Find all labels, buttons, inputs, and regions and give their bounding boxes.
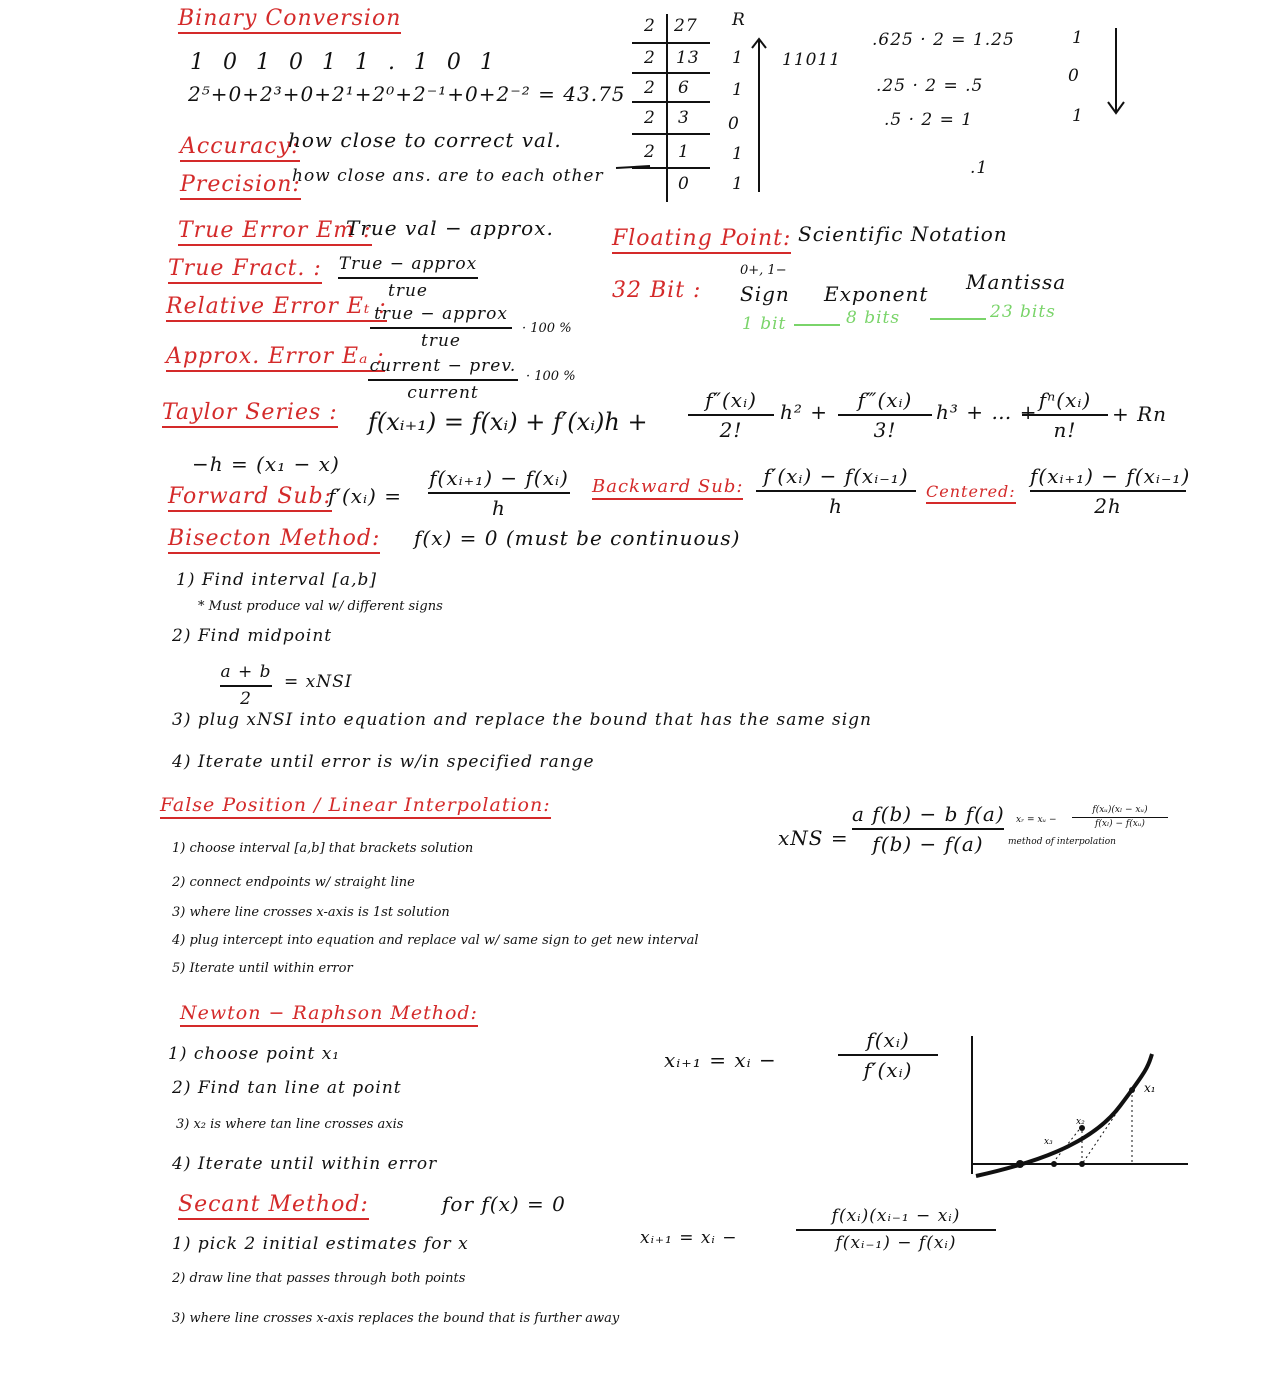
sign-field: Sign xyxy=(740,282,790,306)
alt-formula-note: method of interpolation xyxy=(1008,837,1116,847)
bisection-step: 3) plug xNSI into equation and replace the bound that has the same sign xyxy=(172,710,872,730)
fraction-bit: 1 xyxy=(1072,28,1084,48)
centered-formula: f(xᵢ₊₁) − f(xᵢ₋₁) 2h xyxy=(1030,464,1191,518)
taylor-term-3: f‴(xᵢ) 3! xyxy=(838,390,932,440)
false-position-step: 3) where line crosses x-axis is 1st solution xyxy=(172,905,450,920)
centered-label: Centered: xyxy=(926,484,1016,504)
taylor-lhs: f(xᵢ₊₁) = f(xᵢ) + f′(xᵢ)h + xyxy=(368,408,648,436)
midpoint-rhs: = xNSI xyxy=(284,672,353,692)
div-quotient: 27 xyxy=(674,16,698,36)
div-two: 2 xyxy=(644,78,656,98)
false-position-lhs: xNS = xyxy=(778,826,849,850)
floating-point-label: Floating Point: xyxy=(612,228,791,254)
exponent-field: Exponent xyxy=(824,282,929,306)
binary-heading: Binary Conversion xyxy=(178,8,401,34)
accuracy-label: Accuracy: xyxy=(180,136,300,162)
div-quotient: 0 xyxy=(678,174,690,194)
newton-step: 2) Find tan line at point xyxy=(172,1078,402,1098)
binary-digits: 1 0 1 0 1 1 . 1 0 1 xyxy=(190,50,500,75)
precision-text: how close ans. are to each other xyxy=(292,166,604,186)
newton-step: 4) Iterate until within error xyxy=(172,1154,438,1174)
forward-label: Forward Sub: xyxy=(168,486,332,512)
secant-label: Secant Method: xyxy=(178,1194,369,1220)
arrow-left-icon xyxy=(612,160,652,180)
relative-error-suffix: · 100 % xyxy=(522,321,572,336)
div-quotient: 1 xyxy=(678,142,690,162)
remainder: 1 xyxy=(732,80,744,100)
remainder: 1 xyxy=(732,144,744,164)
secant-formula: f(xᵢ)(xᵢ₋₁ − xᵢ) f(xᵢ₋₁) − f(xᵢ) xyxy=(796,1208,996,1252)
false-position-step: 1) choose interval [a,b] that brackets solution xyxy=(172,841,474,856)
backward-label: Backward Sub: xyxy=(592,478,743,500)
secant-step: 2) draw line that passes through both points xyxy=(172,1271,466,1286)
newton-label: Newton − Raphson Method: xyxy=(180,1004,478,1027)
bisection-text: f(x) = 0 (must be continuous) xyxy=(414,526,741,550)
precision-label: Precision: xyxy=(180,174,301,200)
remainder-header: R xyxy=(732,10,746,30)
forward-lhs: f′(xᵢ) = xyxy=(328,484,402,508)
graph-label-x2: x₂ xyxy=(1076,1117,1085,1127)
newton-formula: f(xᵢ) f′(xᵢ) xyxy=(838,1030,938,1080)
fraction-row: .5 · 2 = 1 xyxy=(884,110,974,130)
mantissa-field: Mantissa xyxy=(966,270,1067,294)
div-two: 2 xyxy=(644,48,656,68)
exponent-bits: 8 bits xyxy=(846,308,901,328)
bisection-step: 1) Find interval [a,b] xyxy=(176,570,377,590)
bit-label: 32 Bit : xyxy=(612,278,702,303)
taylor-remainder: + Rn xyxy=(1112,402,1168,426)
accuracy-text: how close to correct val. xyxy=(288,128,562,152)
secant-text: for f(x) = 0 xyxy=(442,1192,566,1216)
bisection-note: * Must produce val w/ different signs xyxy=(198,599,443,614)
bisection-label: Bisecton Method: xyxy=(168,528,380,554)
div-quotient: 13 xyxy=(676,48,700,68)
alt-formula-lhs: xᵣ = xᵤ − xyxy=(1016,815,1057,825)
graph-label-x3: x₃ xyxy=(1044,1137,1053,1147)
taylor-term-3-power: h³ + … + xyxy=(936,400,1038,424)
false-position-label: False Position / Linear Interpolation: xyxy=(160,796,551,819)
relative-error-label: Relative Error Eₜ : xyxy=(166,296,387,322)
alt-formula: f(xᵤ)(xₗ − xᵤ) f(xₗ) − f(xᵤ) xyxy=(1072,806,1168,829)
newton-formula-lhs: xᵢ₊₁ = xᵢ − xyxy=(664,1048,777,1072)
division-result: 11011 xyxy=(782,50,842,70)
fraction-bit: 0 xyxy=(1068,66,1080,86)
secant-step: 1) pick 2 initial estimates for x xyxy=(172,1234,469,1254)
bisection-step: 4) Iterate until error is w/in specified range xyxy=(172,752,595,772)
midpoint-formula: a + b 2 xyxy=(220,662,272,709)
relative-error-formula: true − approx true xyxy=(370,306,512,350)
arrow-up-icon xyxy=(749,36,769,196)
graph-label-x1: x₁ xyxy=(1144,1081,1156,1095)
backward-formula: f′(xᵢ) − f(xᵢ₋₁) h xyxy=(756,466,916,516)
newton-graph xyxy=(970,1036,1190,1176)
false-position-step: 4) plug intercept into equation and replace val w/ same sign to get new interval xyxy=(172,933,699,948)
forward-formula: f(xᵢ₊₁) − f(xᵢ) h xyxy=(429,466,569,520)
true-fract-label: True Fract. : xyxy=(168,258,322,284)
taylor-term-2: f″(xᵢ) 2! xyxy=(688,390,774,440)
arrow-down-icon xyxy=(1104,26,1128,118)
fraction-row: .625 · 2 = 1.25 xyxy=(872,30,1015,50)
div-two: 2 xyxy=(644,142,656,162)
remainder: 1 xyxy=(732,48,744,68)
true-error-label: True Error Eт : xyxy=(178,220,372,246)
approx-error-suffix: · 100 % xyxy=(526,369,576,384)
true-fract-formula: True − approx true xyxy=(338,254,478,301)
taylor-label: Taylor Series : xyxy=(162,402,338,428)
false-position-step: 5) Iterate until within error xyxy=(172,961,353,976)
div-quotient: 3 xyxy=(678,108,690,128)
binary-expansion: 2⁵+0+2³+0+2¹+2⁰+2⁻¹+0+2⁻² = 43.75 xyxy=(188,82,626,106)
secant-formula-lhs: xᵢ₊₁ = xᵢ − xyxy=(640,1228,738,1248)
approx-error-formula: current − prev. current xyxy=(369,356,517,403)
div-two: 2 xyxy=(644,108,656,128)
false-position-step: 2) connect endpoints w/ straight line xyxy=(172,875,415,890)
div-two: 2 xyxy=(644,16,656,36)
taylor-term-2-power: h² + xyxy=(780,400,829,424)
newton-step: 3) x₂ is where tan line crosses axis xyxy=(176,1117,404,1132)
false-position-formula: a f(b) − b f(a) f(b) − f(a) xyxy=(852,802,1005,856)
bisection-step: 2) Find midpoint xyxy=(172,626,333,646)
mantissa-bits: 23 bits xyxy=(990,302,1056,322)
h-definition: −h = (x₁ − x) xyxy=(192,452,340,476)
taylor-term-n: fⁿ(xᵢ) n! xyxy=(1022,390,1108,440)
approx-error-label: Approx. Error Eₐ : xyxy=(166,346,385,372)
true-error-text: True val − approx. xyxy=(346,216,554,240)
newton-step: 1) choose point x₁ xyxy=(168,1044,341,1064)
sign-bits: 1 bit xyxy=(742,314,787,334)
div-quotient: 6 xyxy=(678,78,690,98)
secant-step: 3) where line crosses x-axis replaces the bound that is further away xyxy=(172,1311,620,1326)
floating-point-text: Scientific Notation xyxy=(798,222,1008,246)
fraction-bit: 1 xyxy=(1072,106,1084,126)
fraction-result: .1 xyxy=(970,158,989,178)
sign-values: 0+, 1− xyxy=(740,263,787,278)
remainder: 1 xyxy=(732,174,744,194)
fraction-row: .25 · 2 = .5 xyxy=(876,76,984,96)
remainder: 0 xyxy=(728,114,740,134)
